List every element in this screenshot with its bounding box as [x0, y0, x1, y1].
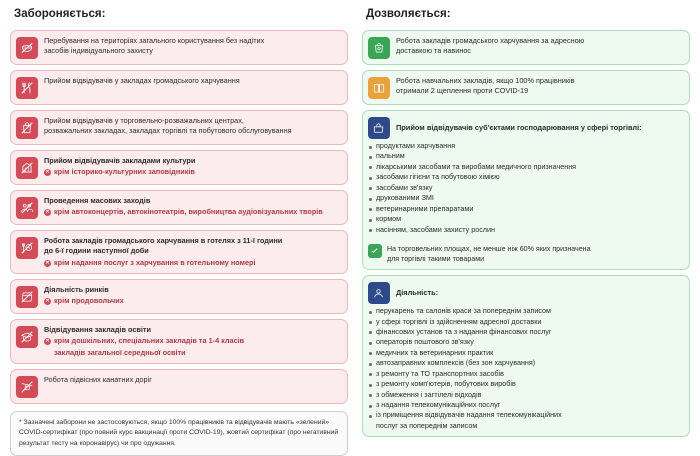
no-dining-icon [16, 77, 38, 99]
line: Робота навчальних закладів, якщо 100% працівників [395, 76, 575, 85]
exception-text: крім продовольчих [54, 296, 124, 306]
retail-icon [368, 117, 390, 139]
line: Прийом відвідувачів у закладах громадського харчування [44, 76, 240, 85]
list-item [10, 70, 348, 105]
bullet: із приміщення відвідувачів надання телекомунікаційних [368, 410, 681, 420]
list-item [362, 30, 690, 65]
list-item [10, 190, 348, 225]
no-mask-icon [16, 37, 38, 59]
list-item [362, 275, 690, 437]
list-item-body [44, 36, 339, 57]
bullet-list [368, 141, 681, 235]
services-icon [368, 282, 390, 304]
list-item-body [368, 116, 681, 264]
list-item-body [396, 76, 681, 97]
no-cable-car-icon [16, 376, 38, 398]
takeaway-food-icon [368, 37, 390, 59]
bullet: продуктами харчування [368, 141, 681, 151]
forbidden-column [10, 8, 348, 447]
bullet: лікарськими засобами та виробами медичного призначення [368, 162, 681, 172]
exception-continued [44, 348, 339, 358]
list-item-header [368, 116, 681, 139]
exception [44, 258, 339, 268]
line: Робота підвісних канатних доріг [44, 375, 152, 385]
list-item-body [44, 236, 339, 268]
bullet: у сфері торгівлі із здійсненням адресної доставки [368, 317, 681, 327]
x-bullet-icon: ✕ [45, 259, 50, 266]
no-mass-events-icon [16, 197, 38, 219]
list-item [10, 30, 348, 65]
bullet: засобами зв'язку [368, 183, 681, 193]
bullet-continued: послуг за попереднім записом [375, 420, 478, 430]
footnote: * Зазначені заборони не застосовуються, якщо 100% працівників та відвідувачів мають «зелений» COVID-сертифікат (про повний курс вакцинації проти COVID-19), жовтий сертифікат (про негативний результат тесту на коронавірус) чи про одужання. [10, 411, 348, 456]
no-market-icon [16, 286, 38, 308]
line: Робота закладів громадського харчування в готелях з 11-ї години [44, 236, 283, 245]
check-square-icon [368, 244, 382, 258]
list-item-body [396, 36, 681, 57]
note [368, 240, 681, 264]
bullet: операторів поштового зв'язку [368, 337, 681, 347]
line: до 6-ї години наступної доби [44, 246, 149, 256]
bullet: автозаправних комплексів (без зон харчування) [368, 358, 681, 368]
allowed-items [362, 30, 690, 437]
exception-text: крім дошкільних, спеціальних закладів та 1-4 класів [54, 336, 245, 346]
header-text: Прийом відвідувачів суб'єктами господарювання у сфері торгівлі: [395, 123, 642, 132]
bullet: з ремонту комп'ютерів, побутових виробів [368, 379, 681, 389]
line: отримали 2 щеплення проти COVID-19 [395, 86, 529, 96]
forbidden-items [10, 30, 348, 404]
list-item [10, 369, 348, 404]
list-item [10, 110, 348, 145]
list-item [10, 319, 348, 364]
no-culture-icon [16, 157, 38, 179]
list-item-header [368, 281, 681, 304]
line: Діяльність ринків [44, 285, 109, 295]
exception-text: крім надання послуг з харчування в готельному номері [54, 257, 256, 267]
exception [44, 336, 339, 346]
bullet: медичних та ветеринарних практик [368, 348, 681, 358]
line: засобів індивідуального захисту [44, 46, 153, 56]
no-education-icon [16, 326, 38, 348]
bullet: кормом [368, 214, 681, 224]
allowed-column [362, 8, 690, 430]
bullet-list [368, 306, 681, 431]
list-item-body [44, 285, 339, 307]
exception-text: крім автоконцертів, автокінотеатрів, виробництва аудіовізуальних творів [54, 207, 323, 217]
line: Відвідування закладів освіти [44, 325, 151, 335]
exception [44, 167, 339, 177]
bullet: з обмеження і загтілелі відходів [368, 390, 681, 400]
bullet: друкованими ЗМІ [368, 193, 681, 203]
list-item-body [368, 281, 681, 431]
exception-text: закладів загальної середньої освіти [54, 347, 186, 357]
list-item [10, 150, 348, 185]
list-item-body [44, 196, 339, 218]
bullet: з ремонту та ТО транспортних засобів [368, 369, 681, 379]
education-open-icon [368, 77, 390, 99]
list-item-body [44, 156, 339, 178]
bullet: з надання телекомунікаційних послуг [368, 400, 681, 410]
exception [44, 296, 339, 306]
list-item [10, 279, 348, 314]
line: розважальних закладах, закладах торгівлі та побутового обслуговування [44, 126, 292, 136]
no-shopping-icon [16, 117, 38, 139]
header-text: Діяльність: [395, 288, 439, 298]
line: Перебування на територіях загального користування без надітих [44, 36, 265, 45]
bullet: фінансових установ та з надання фінансових послуг [368, 327, 681, 337]
x-bullet-icon: ✕ [45, 298, 50, 305]
list-item [362, 110, 690, 270]
exception-text: крім історико-культурних заповідників [54, 167, 195, 177]
bullet: насінням, засобами захисту рослин [368, 225, 681, 235]
bullet: пальним [368, 151, 681, 161]
bullet: перукарень та салонів краси за попереднім записом [368, 306, 681, 316]
list-item-body [44, 375, 339, 385]
list-item [10, 230, 348, 274]
note-line: для торгівлі такими товарами [386, 255, 485, 263]
list-item-body [44, 116, 339, 137]
no-hotel-food-icon [16, 237, 38, 259]
line: Робота закладів громадського харчування за адресною [395, 36, 585, 45]
x-bullet-icon: ✕ [45, 209, 50, 216]
note-line: На торговельних площах, не менше ніж 60% яких призначена [386, 244, 591, 253]
line: Проведення масових заходів [44, 196, 151, 205]
exception [44, 207, 339, 217]
x-bullet-icon: ✕ [45, 169, 50, 176]
list-item [362, 70, 690, 105]
line: доставкою та навинос [395, 46, 472, 56]
list-item-body [44, 325, 339, 358]
bullet: засобами гігієни та побутовою хімією [368, 172, 681, 182]
line: Прийом відвідувачів закладами культури [44, 156, 196, 165]
list-item-body [44, 76, 339, 86]
bullet: ветеринарними препаратами [368, 204, 681, 214]
line: Прийом відвідувачів у торговельно-розважальних центрах, [44, 116, 244, 125]
forbidden-title: Забороняється: [14, 8, 106, 20]
allowed-title: Дозволяється: [365, 8, 451, 20]
x-bullet-icon: ✕ [45, 338, 50, 345]
